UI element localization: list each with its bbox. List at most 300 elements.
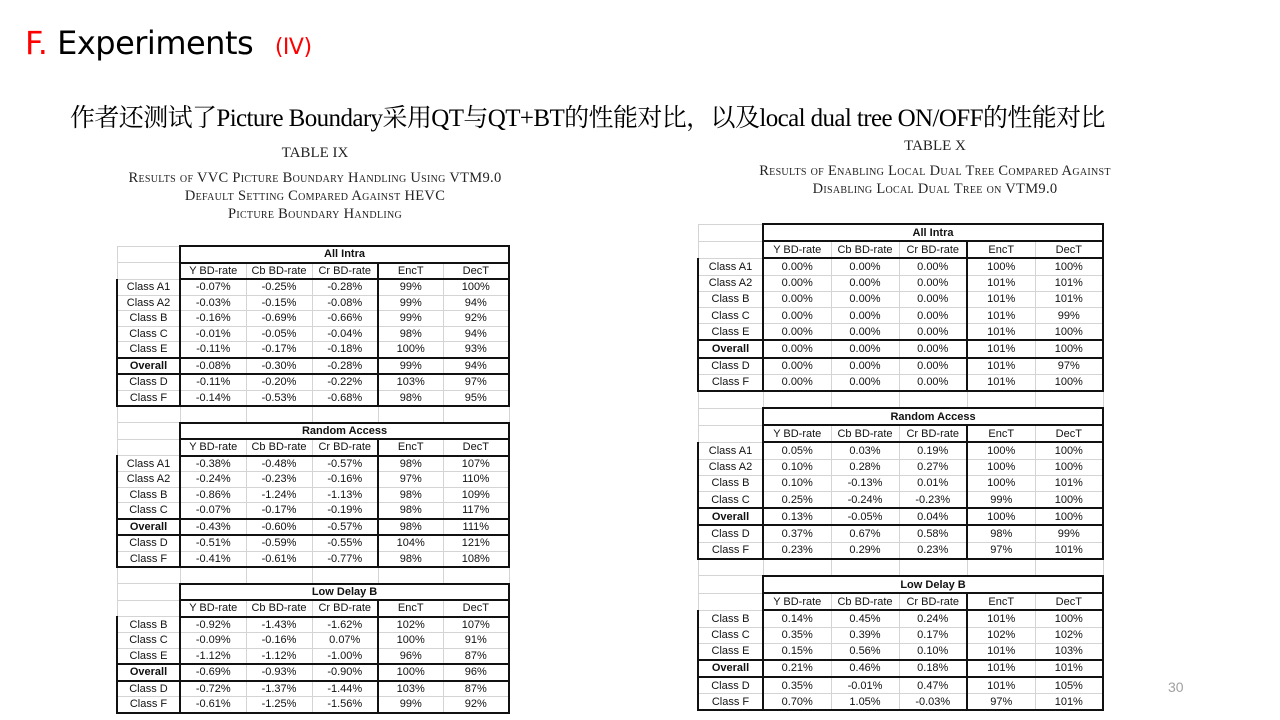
column-header: Cb BD-rate	[246, 439, 312, 456]
data-cell: 100%	[378, 633, 443, 649]
table-ix-caption	[60, 145, 570, 223]
data-cell: -0.11%	[180, 374, 246, 390]
column-header: Cr BD-rate	[899, 593, 967, 610]
data-cell: 105%	[1035, 677, 1103, 694]
column-header: Cb BD-rate	[831, 425, 899, 442]
table-row	[117, 358, 509, 375]
group-header-row	[698, 224, 1103, 241]
row-label: Class F	[117, 697, 180, 713]
data-cell: 101%	[967, 610, 1035, 627]
data-cell: 100%	[1035, 374, 1103, 391]
page-number: 30	[1168, 679, 1184, 695]
data-cell: 0.00%	[763, 340, 831, 357]
data-cell: 102%	[378, 617, 443, 633]
row-label: Class D	[698, 358, 763, 375]
column-header: DecT	[443, 263, 509, 280]
slide-title-prefix: F.	[25, 24, 48, 62]
row-label: Class C	[698, 492, 763, 509]
data-cell: 0.15%	[763, 643, 831, 660]
column-header-row	[117, 439, 509, 456]
row-label: Class F	[698, 542, 763, 559]
column-header-row	[698, 593, 1103, 610]
corner-cell	[698, 576, 763, 593]
data-cell: -0.24%	[831, 492, 899, 509]
row-label: Class B	[117, 311, 180, 327]
column-header: EncT	[378, 439, 443, 456]
data-cell: -0.69%	[180, 664, 246, 681]
spacer-cell	[1035, 391, 1103, 408]
data-cell: 100%	[1035, 324, 1103, 341]
data-cell: -1.44%	[312, 681, 378, 697]
table-row	[117, 664, 509, 681]
table-row	[698, 542, 1103, 559]
data-cell: 121%	[443, 535, 509, 551]
data-cell: 101%	[967, 374, 1035, 391]
row-label: Class A1	[117, 456, 180, 472]
data-cell: 101%	[967, 660, 1035, 677]
column-header: EncT	[967, 425, 1035, 442]
corner-cell	[117, 600, 180, 617]
data-cell: 0.24%	[899, 610, 967, 627]
data-cell: 92%	[443, 697, 509, 713]
data-cell: -0.09%	[180, 633, 246, 649]
corner-cell	[698, 224, 763, 241]
group-header-row	[117, 423, 509, 440]
data-cell: 0.00%	[831, 324, 899, 341]
data-cell: 0.67%	[831, 525, 899, 542]
slide-title	[25, 24, 312, 62]
row-label: Class C	[117, 633, 180, 649]
row-label: Class E	[698, 643, 763, 660]
data-cell: 0.23%	[899, 542, 967, 559]
column-header-row	[117, 600, 509, 617]
data-cell: -1.43%	[246, 617, 312, 633]
data-cell: 110%	[443, 472, 509, 488]
table-row	[117, 295, 509, 311]
data-cell: 101%	[1035, 475, 1103, 491]
data-cell: 117%	[443, 503, 509, 519]
spacer-row	[117, 406, 509, 423]
data-cell: 103%	[1035, 643, 1103, 660]
data-cell: 0.19%	[899, 442, 967, 459]
row-label: Class E	[698, 324, 763, 341]
table-row	[117, 326, 509, 342]
data-cell: -0.55%	[312, 535, 378, 551]
data-cell: 0.21%	[763, 660, 831, 677]
row-label: Class A2	[117, 472, 180, 488]
data-cell: 0.00%	[831, 275, 899, 291]
corner-cell	[117, 584, 180, 601]
table-ix	[116, 245, 510, 714]
table-row	[117, 472, 509, 488]
table-row	[698, 442, 1103, 459]
spacer-row	[117, 567, 509, 584]
data-cell: 0.00%	[763, 258, 831, 275]
row-label: Class A1	[698, 442, 763, 459]
table-row	[117, 535, 509, 551]
data-cell: -1.00%	[312, 648, 378, 664]
data-cell: 0.10%	[763, 475, 831, 491]
column-header: Cr BD-rate	[312, 263, 378, 280]
table-x-caption-line2: Disabling Local Dual Tree on VTM9.0	[812, 181, 1058, 197]
data-cell: -0.19%	[312, 503, 378, 519]
data-cell: 100%	[443, 279, 509, 295]
data-cell: 0.00%	[899, 374, 967, 391]
data-cell: 107%	[443, 617, 509, 633]
data-cell: -0.28%	[312, 279, 378, 295]
data-cell: -0.25%	[246, 279, 312, 295]
data-cell: -1.25%	[246, 697, 312, 713]
data-cell: 1.05%	[831, 694, 899, 711]
data-cell: 101%	[1035, 660, 1103, 677]
data-cell: 101%	[1035, 542, 1103, 559]
table-row	[117, 374, 509, 390]
data-cell: -0.03%	[899, 694, 967, 711]
table-row	[117, 487, 509, 503]
data-cell: 97%	[443, 374, 509, 390]
data-cell: -0.03%	[180, 295, 246, 311]
data-cell: -0.08%	[180, 358, 246, 375]
data-cell: 0.10%	[899, 643, 967, 660]
spacer-cell	[312, 406, 378, 423]
data-cell: 99%	[378, 295, 443, 311]
slide-title-suffix: (IV)	[274, 35, 312, 60]
data-cell: -0.23%	[899, 492, 967, 509]
table-ix-caption-line3: Picture Boundary Handling	[227, 206, 403, 222]
data-cell: 96%	[378, 648, 443, 664]
data-cell: 100%	[378, 342, 443, 358]
data-cell: 0.00%	[831, 307, 899, 323]
data-cell: 102%	[1035, 627, 1103, 643]
table-row	[698, 307, 1103, 323]
data-cell: 0.45%	[831, 610, 899, 627]
spacer-cell	[246, 406, 312, 423]
row-label: Class B	[117, 617, 180, 633]
data-cell: 104%	[378, 535, 443, 551]
data-cell: 0.04%	[899, 508, 967, 525]
table-row	[698, 340, 1103, 357]
row-label: Class E	[117, 342, 180, 358]
data-cell: -0.38%	[180, 456, 246, 472]
data-cell: 0.00%	[899, 340, 967, 357]
table-row	[698, 627, 1103, 643]
data-cell: 0.39%	[831, 627, 899, 643]
data-cell: 101%	[1035, 275, 1103, 291]
data-cell: 0.46%	[831, 660, 899, 677]
data-cell: 0.03%	[831, 442, 899, 459]
table-row	[117, 279, 509, 295]
row-label: Overall	[698, 508, 763, 525]
data-cell: 0.00%	[763, 374, 831, 391]
data-cell: -1.24%	[246, 487, 312, 503]
row-label: Class F	[117, 551, 180, 567]
data-cell: 0.01%	[899, 475, 967, 491]
data-cell: 100%	[1035, 508, 1103, 525]
data-cell: 100%	[378, 664, 443, 681]
data-cell: 0.00%	[831, 358, 899, 375]
column-header: DecT	[443, 439, 509, 456]
data-cell: -0.17%	[246, 342, 312, 358]
spacer-cell	[180, 406, 246, 423]
data-cell: 102%	[967, 627, 1035, 643]
spacer-cell	[698, 391, 763, 408]
row-label: Class A1	[698, 258, 763, 275]
data-cell: 94%	[443, 358, 509, 375]
data-cell: 0.17%	[899, 627, 967, 643]
spacer-cell	[763, 559, 831, 576]
data-cell: 100%	[1035, 340, 1103, 357]
data-cell: -0.51%	[180, 535, 246, 551]
data-cell: 101%	[967, 307, 1035, 323]
data-cell: 103%	[378, 374, 443, 390]
data-cell: 97%	[378, 472, 443, 488]
row-label: Class A2	[698, 459, 763, 475]
data-cell: 99%	[1035, 525, 1103, 542]
data-cell: -0.13%	[831, 475, 899, 491]
column-header: Y BD-rate	[180, 600, 246, 617]
spacer-cell	[1035, 559, 1103, 576]
data-cell: -1.56%	[312, 697, 378, 713]
column-header: Cr BD-rate	[312, 439, 378, 456]
data-cell: -0.07%	[180, 503, 246, 519]
row-label: Class C	[117, 326, 180, 342]
spacer-cell	[246, 567, 312, 584]
row-label: Overall	[117, 358, 180, 375]
table-row	[117, 311, 509, 327]
row-label: Class F	[698, 694, 763, 711]
table-row	[117, 617, 509, 633]
data-cell: 111%	[443, 519, 509, 536]
table-row	[698, 525, 1103, 542]
corner-cell	[698, 425, 763, 442]
data-cell: -0.61%	[246, 551, 312, 567]
column-header: EncT	[967, 593, 1035, 610]
data-cell: 101%	[1035, 694, 1103, 711]
data-cell: -0.60%	[246, 519, 312, 536]
data-cell: 0.00%	[831, 291, 899, 307]
column-header: Cb BD-rate	[831, 593, 899, 610]
data-cell: 100%	[1035, 492, 1103, 509]
spacer-cell	[899, 559, 967, 576]
row-label: Class D	[698, 525, 763, 542]
data-cell: -1.12%	[180, 648, 246, 664]
column-header: Cr BD-rate	[899, 241, 967, 258]
data-cell: -0.14%	[180, 390, 246, 406]
data-cell: 0.00%	[763, 358, 831, 375]
data-cell: 0.25%	[763, 492, 831, 509]
data-cell: 0.28%	[831, 459, 899, 475]
data-cell: 101%	[1035, 291, 1103, 307]
table-row	[698, 324, 1103, 341]
row-label: Class A1	[117, 279, 180, 295]
data-cell: -0.16%	[180, 311, 246, 327]
spacer-cell	[763, 391, 831, 408]
data-cell: 0.00%	[831, 374, 899, 391]
row-label: Class C	[698, 307, 763, 323]
data-cell: 0.00%	[899, 358, 967, 375]
data-cell: -0.30%	[246, 358, 312, 375]
corner-cell	[698, 593, 763, 610]
data-cell: 0.00%	[763, 291, 831, 307]
data-cell: 0.37%	[763, 525, 831, 542]
column-header: EncT	[967, 241, 1035, 258]
data-cell: -0.20%	[246, 374, 312, 390]
data-cell: -0.43%	[180, 519, 246, 536]
column-header: DecT	[1035, 425, 1103, 442]
data-cell: 99%	[1035, 307, 1103, 323]
spacer-cell	[967, 559, 1035, 576]
corner-cell	[698, 241, 763, 258]
row-label: Class F	[698, 374, 763, 391]
table-row	[698, 492, 1103, 509]
column-header: Y BD-rate	[763, 241, 831, 258]
data-cell: 99%	[378, 279, 443, 295]
data-cell: 0.00%	[899, 258, 967, 275]
data-cell: -0.16%	[312, 472, 378, 488]
table-row	[117, 697, 509, 713]
table-ix-caption-line2: Default Setting Compared Against HEVC	[184, 188, 446, 204]
data-cell: 101%	[967, 340, 1035, 357]
data-cell: 100%	[967, 258, 1035, 275]
table-row	[117, 633, 509, 649]
row-label: Overall	[698, 340, 763, 357]
data-cell: 101%	[967, 275, 1035, 291]
data-cell: 0.07%	[312, 633, 378, 649]
row-label: Class C	[698, 627, 763, 643]
data-cell: 98%	[378, 487, 443, 503]
data-cell: 0.00%	[831, 340, 899, 357]
spacer-cell	[117, 406, 180, 423]
data-cell: 95%	[443, 390, 509, 406]
table-row	[117, 551, 509, 567]
data-cell: 101%	[967, 324, 1035, 341]
data-cell: -0.17%	[246, 503, 312, 519]
data-cell: 98%	[378, 390, 443, 406]
table-x-caption	[640, 138, 1230, 198]
data-cell: 0.00%	[763, 275, 831, 291]
table-row	[698, 275, 1103, 291]
corner-cell	[117, 263, 180, 280]
data-cell: 109%	[443, 487, 509, 503]
row-label: Class D	[117, 681, 180, 697]
data-cell: 0.00%	[899, 275, 967, 291]
data-cell: 0.56%	[831, 643, 899, 660]
data-cell: -0.69%	[246, 311, 312, 327]
data-cell: 0.00%	[763, 307, 831, 323]
data-cell: -0.07%	[180, 279, 246, 295]
data-cell: -0.24%	[180, 472, 246, 488]
column-header: Cb BD-rate	[831, 241, 899, 258]
data-cell: 0.00%	[899, 307, 967, 323]
data-cell: 0.13%	[763, 508, 831, 525]
data-cell: 101%	[967, 677, 1035, 694]
data-cell: -0.01%	[831, 677, 899, 694]
table-row	[698, 610, 1103, 627]
data-cell: 98%	[378, 551, 443, 567]
data-cell: 98%	[378, 519, 443, 536]
table-row	[698, 459, 1103, 475]
data-cell: 0.29%	[831, 542, 899, 559]
data-cell: -0.05%	[831, 508, 899, 525]
table-row	[698, 677, 1103, 694]
slide-subtitle: 作者还测试了Picture Boundary采用QT与QT+BT的性能对比，以及local dual tree ON/OFF的性能对比	[70, 105, 1105, 132]
column-header: Cb BD-rate	[246, 600, 312, 617]
data-cell: -0.28%	[312, 358, 378, 375]
table-row	[698, 358, 1103, 375]
group-name: All Intra	[180, 246, 509, 263]
row-label: Class C	[117, 503, 180, 519]
table-ix-caption-line1: Results of VVC Picture Boundary Handling Using VTM9.0	[128, 170, 502, 186]
data-cell: -0.59%	[246, 535, 312, 551]
row-label: Class D	[117, 535, 180, 551]
data-cell: 0.27%	[899, 459, 967, 475]
data-cell: 99%	[378, 697, 443, 713]
column-header: DecT	[1035, 593, 1103, 610]
row-label: Class A2	[117, 295, 180, 311]
data-cell: 87%	[443, 648, 509, 664]
row-label: Class E	[117, 648, 180, 664]
data-cell: 100%	[967, 508, 1035, 525]
data-cell: 0.14%	[763, 610, 831, 627]
row-label: Class B	[698, 610, 763, 627]
spacer-row	[698, 559, 1103, 576]
row-label: Class B	[698, 291, 763, 307]
column-header: DecT	[443, 600, 509, 617]
data-cell: 0.47%	[899, 677, 967, 694]
table-x-caption-line1: Results of Enabling Local Dual Tree Compared Against	[759, 163, 1111, 179]
spacer-cell	[831, 559, 899, 576]
spacer-cell	[899, 391, 967, 408]
data-cell: -0.77%	[312, 551, 378, 567]
corner-cell	[117, 439, 180, 456]
column-header: Y BD-rate	[763, 425, 831, 442]
spacer-cell	[443, 406, 509, 423]
data-cell: -1.12%	[246, 648, 312, 664]
spacer-cell	[443, 567, 509, 584]
data-cell: 100%	[1035, 258, 1103, 275]
data-cell: 101%	[967, 643, 1035, 660]
data-cell: -0.57%	[312, 519, 378, 536]
data-cell: 101%	[967, 358, 1035, 375]
data-cell: 99%	[378, 358, 443, 375]
row-label: Class A2	[698, 275, 763, 291]
data-cell: 103%	[378, 681, 443, 697]
data-cell: 0.00%	[899, 291, 967, 307]
spacer-cell	[117, 567, 180, 584]
data-cell: -0.61%	[180, 697, 246, 713]
data-cell: 92%	[443, 311, 509, 327]
table-row	[698, 374, 1103, 391]
data-cell: 0.00%	[899, 324, 967, 341]
table-row	[117, 342, 509, 358]
table-row	[117, 503, 509, 519]
data-cell: 0.58%	[899, 525, 967, 542]
data-cell: 93%	[443, 342, 509, 358]
data-cell: 98%	[967, 525, 1035, 542]
group-name: Random Access	[180, 423, 509, 440]
data-cell: -0.53%	[246, 390, 312, 406]
data-cell: -0.01%	[180, 326, 246, 342]
column-header: Y BD-rate	[763, 593, 831, 610]
column-header: EncT	[378, 600, 443, 617]
row-label: Overall	[117, 519, 180, 536]
data-cell: -0.92%	[180, 617, 246, 633]
data-cell: 100%	[967, 459, 1035, 475]
data-cell: 0.35%	[763, 677, 831, 694]
group-header-row	[117, 246, 509, 263]
data-cell: -0.23%	[246, 472, 312, 488]
table-x-number: TABLE X	[904, 138, 966, 154]
